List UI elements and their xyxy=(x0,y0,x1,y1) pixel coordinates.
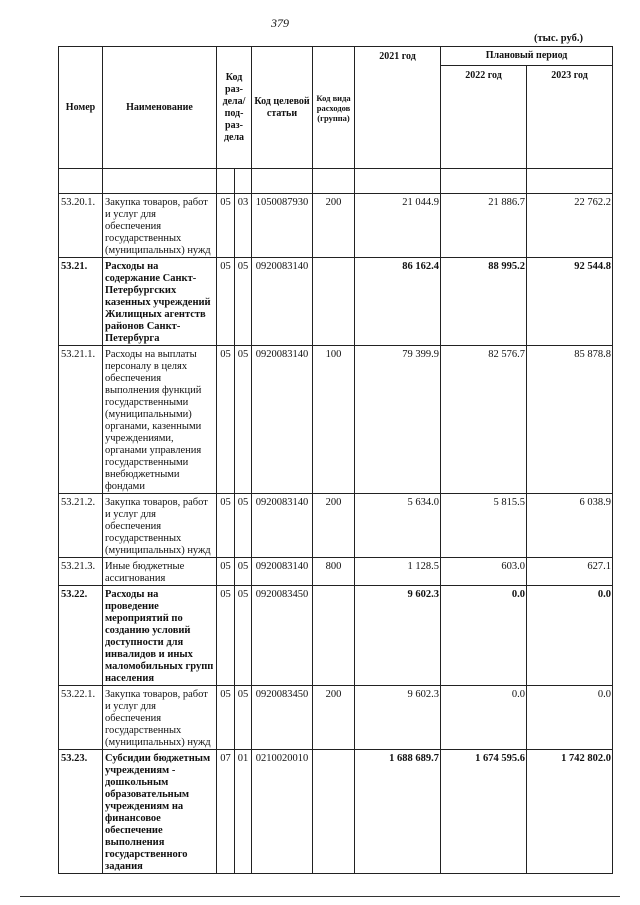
row-name: Субсидии бюджетным учреждениям - дошкольным образовательным учреждениям на финансовое обеспечение выполнения государственного задания xyxy=(103,750,217,874)
header-planned: Плановый период xyxy=(441,47,613,66)
row-number: 53.21. xyxy=(59,258,103,346)
row-value-2022: 5 815.5 xyxy=(441,494,527,558)
row-section: 07 xyxy=(217,750,235,874)
table-row xyxy=(59,558,613,586)
row-value-2022: 0.0 xyxy=(441,586,527,686)
row-value-2021: 79 399.9 xyxy=(355,346,441,494)
row-name: Закупка товаров, работ и услуг для обеспечения государственных (муниципальных) нужд xyxy=(103,194,217,258)
row-value-2022: 82 576.7 xyxy=(441,346,527,494)
row-value-2023: 0.0 xyxy=(527,686,613,750)
header-2021: 2021 год xyxy=(355,47,441,169)
table-row xyxy=(59,194,613,258)
row-subsection: 05 xyxy=(235,586,252,686)
row-section: 05 xyxy=(217,494,235,558)
table-row xyxy=(59,346,613,494)
row-expense-type: 200 xyxy=(313,194,355,258)
row-subsection: 03 xyxy=(235,194,252,258)
row-expense-type: 200 xyxy=(313,686,355,750)
table-row xyxy=(59,686,613,750)
row-value-2021: 5 634.0 xyxy=(355,494,441,558)
row-expense-type xyxy=(313,750,355,874)
row-value-2022: 603.0 xyxy=(441,558,527,586)
row-value-2023: 85 878.8 xyxy=(527,346,613,494)
row-target: 0920083450 xyxy=(252,686,313,750)
row-number: 53.20.1. xyxy=(59,194,103,258)
row-name: Закупка товаров, работ и услуг для обеспечения государственных (муниципальных) нужд xyxy=(103,686,217,750)
header-2022: 2022 год xyxy=(441,66,527,169)
row-target: 0920083450 xyxy=(252,586,313,686)
row-target: 1050087930 xyxy=(252,194,313,258)
table-row xyxy=(59,494,613,558)
row-name: Закупка товаров, работ и услуг для обеспечения государственных (муниципальных) нужд xyxy=(103,494,217,558)
header-name: Наименование xyxy=(103,47,217,169)
row-number: 53.23. xyxy=(59,750,103,874)
row-number: 53.21.1. xyxy=(59,346,103,494)
row-value-2021: 9 602.3 xyxy=(355,586,441,686)
table-row xyxy=(59,586,613,686)
row-value-2021: 1 128.5 xyxy=(355,558,441,586)
row-subsection: 01 xyxy=(235,750,252,874)
row-number: 53.22. xyxy=(59,586,103,686)
row-section: 05 xyxy=(217,686,235,750)
row-value-2023: 1 742 802.0 xyxy=(527,750,613,874)
row-value-2022: 21 886.7 xyxy=(441,194,527,258)
row-subsection: 05 xyxy=(235,686,252,750)
units-label: (тыс. руб.) xyxy=(534,33,583,44)
row-value-2022: 0.0 xyxy=(441,686,527,750)
header-number: Номер xyxy=(59,47,103,169)
row-value-2022: 88 995.2 xyxy=(441,258,527,346)
row-section: 05 xyxy=(217,194,235,258)
budget-table xyxy=(58,46,613,874)
row-section: 05 xyxy=(217,586,235,686)
row-section: 05 xyxy=(217,346,235,494)
header-2023: 2023 год xyxy=(527,66,613,169)
row-number: 53.21.2. xyxy=(59,494,103,558)
table-row xyxy=(59,750,613,874)
page-number: 379 xyxy=(271,16,289,30)
bottom-rule xyxy=(20,896,620,897)
row-value-2023: 6 038.9 xyxy=(527,494,613,558)
row-expense-type: 100 xyxy=(313,346,355,494)
row-section: 05 xyxy=(217,558,235,586)
row-number: 53.22.1. xyxy=(59,686,103,750)
row-subsection: 05 xyxy=(235,346,252,494)
row-expense-type: 200 xyxy=(313,494,355,558)
header-expense-type: Код вида расходов (группа) xyxy=(313,47,355,169)
row-target: 0920083140 xyxy=(252,558,313,586)
row-value-2023: 92 544.8 xyxy=(527,258,613,346)
row-expense-type: 800 xyxy=(313,558,355,586)
row-target: 0210020010 xyxy=(252,750,313,874)
row-subsection: 05 xyxy=(235,258,252,346)
header-target: Код целевой статьи xyxy=(252,47,313,169)
row-value-2021: 21 044.9 xyxy=(355,194,441,258)
row-value-2021: 86 162.4 xyxy=(355,258,441,346)
table-row xyxy=(59,258,613,346)
row-name: Иные бюджетные ассигнования xyxy=(103,558,217,586)
row-expense-type xyxy=(313,258,355,346)
row-value-2023: 627.1 xyxy=(527,558,613,586)
row-target: 0920083140 xyxy=(252,346,313,494)
row-value-2021: 1 688 689.7 xyxy=(355,750,441,874)
row-value-2023: 22 762.2 xyxy=(527,194,613,258)
row-target: 0920083140 xyxy=(252,258,313,346)
header-section: Код раз- дела/ под- раз- дела xyxy=(217,47,252,169)
row-number: 53.21.3. xyxy=(59,558,103,586)
row-section: 05 xyxy=(217,258,235,346)
row-value-2021: 9 602.3 xyxy=(355,686,441,750)
row-subsection: 05 xyxy=(235,494,252,558)
row-name: Расходы на выплаты персоналу в целях обеспечения выполнения функций государственными (муниципальными) органами, казенными учреждениями, органами управления государственными внебюджетными фондами xyxy=(103,346,217,494)
row-expense-type xyxy=(313,586,355,686)
row-target: 0920083140 xyxy=(252,494,313,558)
row-name: Расходы на проведение мероприятий по созданию условий доступности для инвалидов и иных маломобильных групп населения xyxy=(103,586,217,686)
row-name: Расходы на содержание Санкт-Петербургских казенных учреждений Жилищных агентств районов Санкт-Петербурга xyxy=(103,258,217,346)
row-value-2023: 0.0 xyxy=(527,586,613,686)
row-subsection: 05 xyxy=(235,558,252,586)
row-value-2022: 1 674 595.6 xyxy=(441,750,527,874)
